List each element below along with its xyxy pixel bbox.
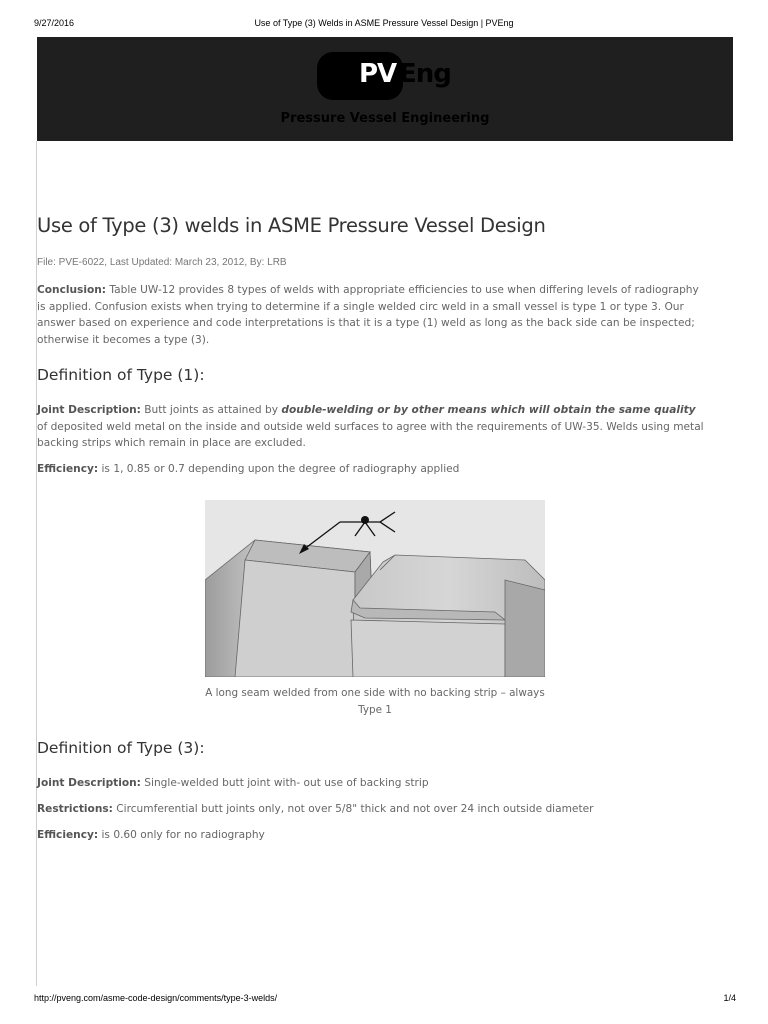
weld-figure — [205, 500, 545, 677]
type1-efficiency-label: Efficiency: — [37, 463, 99, 475]
type3-restrictions-label: Restrictions: — [37, 803, 113, 815]
type1-efficiency-paragraph — [37, 461, 709, 478]
conclusion-label: Conclusion: — [37, 284, 107, 296]
type3-efficiency-label: Efficiency: — [37, 829, 99, 841]
type1-joint-paragraph — [37, 402, 709, 452]
type3-restrictions-text: Circumferential butt joints only, not over 5/8" thick and not over 24 inch outside diameter — [112, 803, 594, 815]
print-header — [0, 18, 768, 32]
article-meta: File: PVE-6022, Last Updated: March 23, 2012, By: LRB — [37, 257, 287, 268]
weld-joint-illustration — [205, 500, 545, 677]
print-page-number: 1/4 — [723, 993, 736, 1003]
article-title: Use of Type (3) welds in ASME Pressure Vessel Design — [37, 214, 546, 237]
conclusion-text: Table UW-12 provides 8 types of welds with appropriate efficiencies to use when differing levels of radiography is applied. Confusion exists when trying to determine if a single welded circ weld in a small vessel is type 1 or type 3. Our answer based on experience and code interpretations is that it is a type (1) weld as long as the back side can be inspected; otherwise it becomes a type (3). — [37, 284, 699, 346]
logo-tagline: Pressure Vessel Engineering — [280, 111, 490, 126]
type1-heading: Definition of Type (1): — [37, 366, 205, 384]
type1-joint-text-b: of deposited weld metal on the inside and outside weld surfaces to agree with the requirements of UW-35. Welds using metal backing strips which remain in place are excluded. — [37, 420, 704, 449]
print-url: http://pveng.com/asme-code-design/comments/type-3-welds/ — [34, 993, 278, 1003]
type1-joint-label: Joint Description: — [37, 404, 141, 416]
conclusion-paragraph — [37, 282, 709, 348]
site-banner — [37, 37, 733, 141]
type3-joint-paragraph — [37, 775, 709, 792]
type1-joint-emphasis: double-welding or by other means which will obtain the same quality — [281, 404, 696, 416]
type3-joint-text: Single-welded butt joint with- out use of backing strip — [140, 777, 429, 789]
type3-heading: Definition of Type (3): — [37, 739, 205, 757]
type3-restrictions-paragraph — [37, 801, 709, 818]
type3-efficiency-paragraph — [37, 827, 709, 844]
print-date: 9/27/2016 — [34, 18, 75, 28]
print-page-title: Use of Type (3) Welds in ASME Pressure Vessel Design | PVEng — [254, 18, 514, 28]
type1-efficiency-text: is 1, 0.85 or 0.7 depending upon the degree of radiography applied — [98, 463, 460, 475]
type1-joint-text-a: Butt joints as attained by — [140, 404, 282, 416]
type3-efficiency-text: is 0.60 only for no radiography — [98, 829, 265, 841]
figure-caption: A long seam welded from one side with no backing strip – always Type 1 — [205, 687, 545, 716]
logo-eng-text[interactable]: Eng — [399, 59, 451, 89]
logo-pv-text[interactable]: PV — [359, 59, 397, 89]
type3-joint-label: Joint Description: — [37, 777, 141, 789]
